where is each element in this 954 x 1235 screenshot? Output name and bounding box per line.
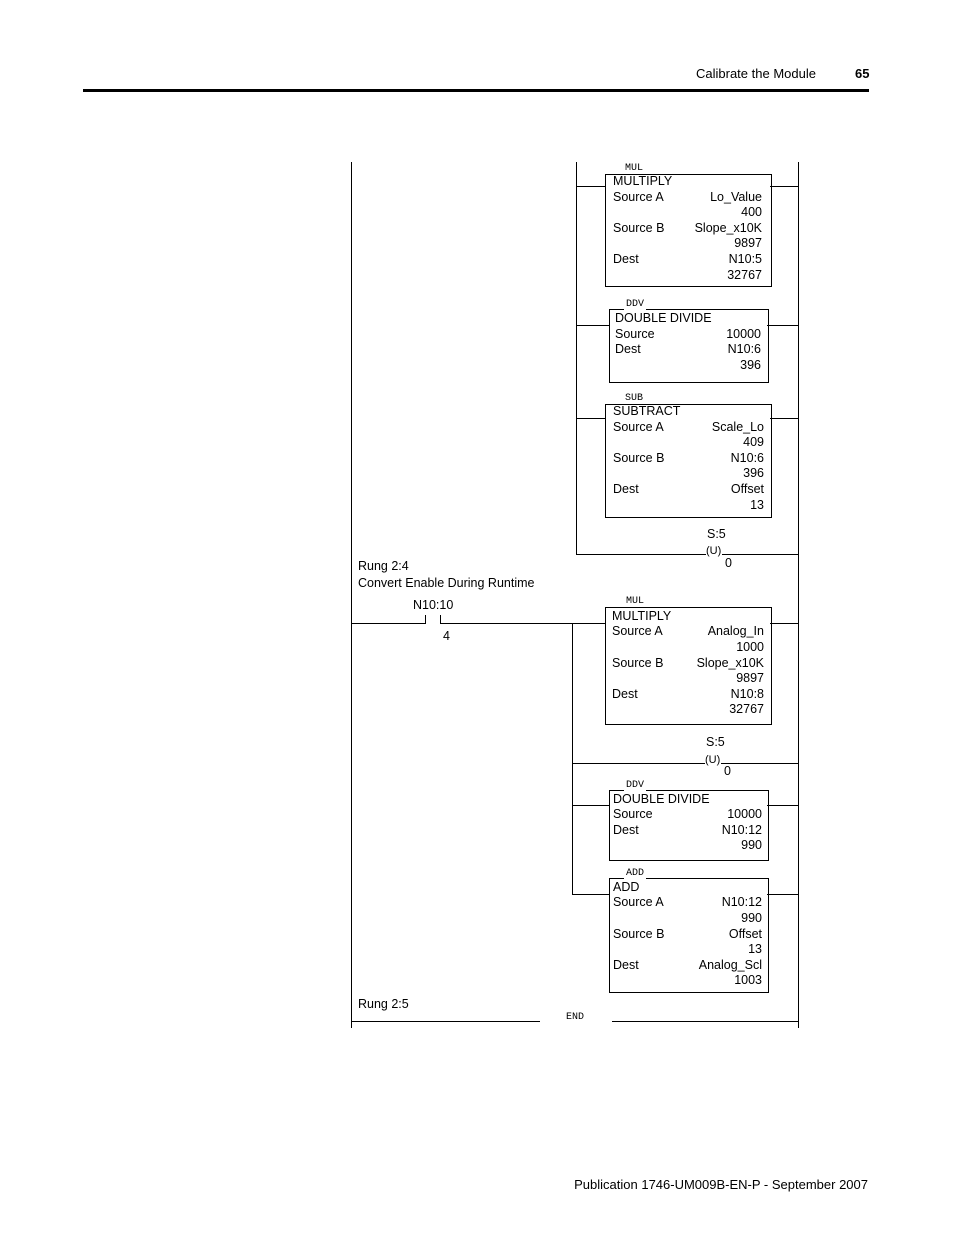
contact-bit: 4: [443, 629, 450, 643]
label: Source B: [613, 221, 665, 235]
branch-line-2: [572, 623, 573, 895]
label: Dest: [613, 958, 639, 972]
wire: [767, 805, 799, 806]
instruction-title: ADD: [613, 880, 640, 894]
label: Dest: [615, 342, 641, 356]
left-power-rail: [351, 162, 352, 1028]
value: N10:8: [730, 687, 764, 701]
right-power-rail: [798, 162, 799, 1028]
wire: [576, 186, 605, 187]
value: 1000: [736, 640, 764, 654]
wire: [440, 623, 605, 624]
wire: [572, 894, 609, 895]
page-number: 65: [855, 66, 870, 81]
label: Dest: [612, 687, 638, 701]
value: Analog_Scl: [698, 958, 762, 972]
value: Scale_Lo: [711, 420, 764, 434]
instruction-title: MULTIPLY: [612, 609, 672, 623]
wire: [572, 763, 705, 764]
label: Source B: [613, 927, 665, 941]
instruction-tag: SUB: [625, 393, 644, 404]
header-rule: [83, 89, 869, 92]
value: Offset: [728, 927, 762, 941]
label: Source: [613, 807, 653, 821]
publication-footer: Publication 1746-UM009B-EN-P - September 2007: [574, 1177, 868, 1192]
rung-comment: Convert Enable During Runtime: [358, 576, 535, 590]
instruction-tag: ADD: [626, 868, 645, 879]
instruction-tag: MUL: [625, 163, 644, 174]
rung-label: Rung 2:4: [358, 559, 409, 573]
value: Slope_x10K: [696, 656, 764, 670]
wire: [576, 554, 706, 555]
coil-address: S:5: [706, 735, 725, 749]
wire: [767, 325, 799, 326]
value: 32767: [727, 268, 762, 282]
coil-bit: 0: [725, 556, 732, 570]
wire: [576, 325, 609, 326]
value: Lo_Value: [710, 190, 762, 204]
wire: [576, 418, 605, 419]
instruction-title: SUBTRACT: [613, 404, 681, 418]
value: Offset: [730, 482, 764, 496]
wire: [722, 554, 799, 555]
label: Source A: [613, 190, 664, 204]
value: 409: [743, 435, 764, 449]
value: 9897: [734, 236, 762, 250]
coil-bit: 0: [724, 764, 731, 778]
value: 10000: [727, 807, 762, 821]
instruction-title: DOUBLE DIVIDE: [615, 311, 712, 325]
value: N10:6: [730, 451, 764, 465]
wire: [770, 186, 799, 187]
value: Analog_In: [707, 624, 764, 638]
label: Source A: [613, 895, 664, 909]
wire: [612, 1021, 799, 1022]
value: 9897: [736, 671, 764, 685]
instruction-tag: DDV: [626, 299, 645, 310]
value: N10:12: [721, 823, 762, 837]
wire: [767, 894, 799, 895]
end-instruction: END: [566, 1012, 585, 1023]
value: 990: [741, 911, 762, 925]
wire: [352, 623, 425, 624]
value: 13: [748, 942, 762, 956]
value: 400: [741, 205, 762, 219]
branch-line-1: [576, 162, 577, 555]
value: 1003: [734, 973, 762, 987]
label: Source A: [612, 624, 663, 638]
value: 396: [743, 466, 764, 480]
value: 10000: [726, 327, 761, 341]
wire: [770, 418, 799, 419]
value: Slope_x10K: [694, 221, 762, 235]
value: N10:6: [727, 342, 761, 356]
section-title: Calibrate the Module: [696, 66, 816, 81]
contact-left-bar: [425, 615, 426, 624]
value: 396: [740, 358, 761, 372]
instruction-title: DOUBLE DIVIDE: [613, 792, 710, 806]
value: 32767: [729, 702, 764, 716]
wire: [352, 1021, 540, 1022]
unlatch-coil: (U): [706, 545, 722, 557]
label: Dest: [613, 252, 639, 266]
label: Source B: [612, 656, 664, 670]
instruction-title: MULTIPLY: [613, 174, 673, 188]
coil-address: S:5: [707, 527, 726, 541]
value: N10:5: [728, 252, 762, 266]
instruction-tag: DDV: [626, 780, 645, 791]
value: N10:12: [721, 895, 762, 909]
wire: [770, 623, 799, 624]
rung-label: Rung 2:5: [358, 997, 409, 1011]
instruction-tag: MUL: [626, 596, 645, 607]
value: 13: [750, 498, 764, 512]
wire: [572, 805, 609, 806]
label: Dest: [613, 482, 639, 496]
label: Source A: [613, 420, 664, 434]
unlatch-coil: (U): [705, 754, 721, 766]
value: 990: [741, 838, 762, 852]
label: Source: [615, 327, 655, 341]
contact-address: N10:10: [413, 598, 454, 612]
label: Source B: [613, 451, 665, 465]
wire: [721, 763, 799, 764]
label: Dest: [613, 823, 639, 837]
